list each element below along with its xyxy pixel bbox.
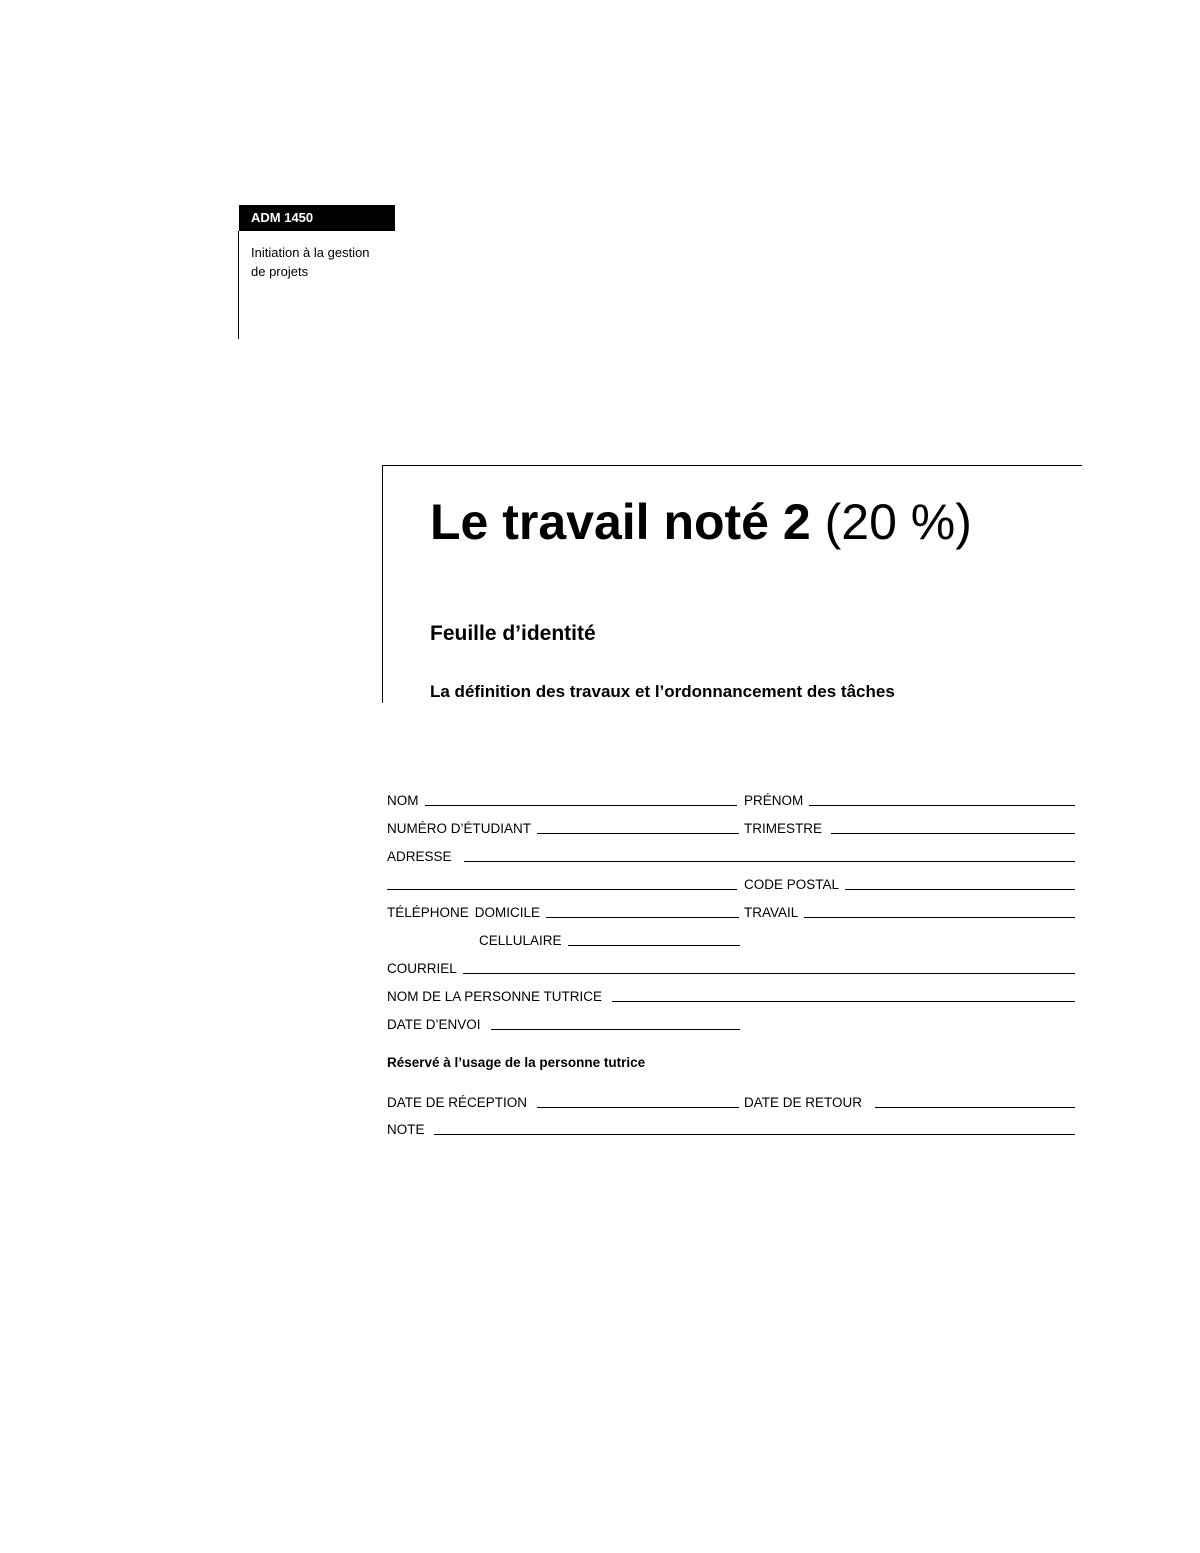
date-envoi-field[interactable] bbox=[387, 1015, 740, 1035]
form-row-tutor bbox=[387, 987, 1075, 1007]
prenom-line[interactable] bbox=[809, 805, 1075, 806]
date-retour-field[interactable] bbox=[744, 1093, 1075, 1113]
nom-line[interactable] bbox=[425, 805, 738, 806]
form-row-grade bbox=[387, 1120, 1075, 1140]
cellulaire-label: CELLULAIRE bbox=[479, 933, 562, 948]
prenom-field[interactable] bbox=[744, 791, 1075, 811]
adresse-field[interactable] bbox=[387, 847, 1075, 867]
course-title-line2: de projets bbox=[251, 264, 309, 279]
courriel-line[interactable] bbox=[463, 973, 1075, 974]
trimestre-line[interactable] bbox=[831, 833, 1075, 834]
code-postal-field[interactable] bbox=[744, 875, 1075, 895]
adresse-line[interactable] bbox=[464, 861, 1075, 862]
date-reception-field[interactable] bbox=[387, 1093, 739, 1113]
form-row-name bbox=[387, 791, 1075, 811]
cellulaire-field[interactable] bbox=[479, 931, 740, 951]
title-top-rule bbox=[383, 465, 1082, 466]
form-row-cell bbox=[387, 931, 1075, 951]
tuteur-field[interactable] bbox=[387, 987, 1075, 1007]
form-row-phone bbox=[387, 903, 1075, 923]
form-row-student bbox=[387, 819, 1075, 839]
courriel-field[interactable] bbox=[387, 959, 1075, 979]
main-title bbox=[430, 492, 972, 552]
adresse-label: ADRESSE bbox=[387, 849, 452, 864]
prenom-label: PRÉNOM bbox=[744, 793, 804, 808]
adresse-line2-field[interactable] bbox=[387, 875, 737, 895]
assignment-topic: La définition des travaux et l’ordonnancement des tâches bbox=[430, 682, 895, 701]
form-row-address bbox=[387, 847, 1075, 867]
tuteur-label: NOM DE LA PERSONNE TUTRICE bbox=[387, 989, 603, 1004]
tutor-reserved-heading: Réservé à l’usage de la personne tutrice bbox=[387, 1055, 646, 1070]
course-side-rule bbox=[238, 231, 239, 339]
trimestre-field[interactable] bbox=[744, 819, 1075, 839]
date-envoi-line[interactable] bbox=[491, 1029, 740, 1030]
domicile-line[interactable] bbox=[546, 917, 739, 918]
travail-label: TRAVAIL bbox=[744, 905, 799, 920]
date-reception-line[interactable] bbox=[537, 1107, 739, 1108]
numero-field[interactable] bbox=[387, 819, 739, 839]
nom-label: NOM bbox=[387, 793, 419, 808]
domicile-label: DOMICILE bbox=[474, 905, 541, 920]
adresse-line2[interactable] bbox=[387, 889, 737, 890]
note-label: NOTE bbox=[387, 1122, 425, 1137]
title-left-rule bbox=[382, 465, 383, 703]
code-postal-label: CODE POSTAL bbox=[744, 877, 840, 892]
courriel-label: COURRIEL bbox=[387, 961, 457, 976]
form-row-address2 bbox=[387, 875, 1075, 895]
telephone-label: TÉLÉPHONE bbox=[387, 905, 469, 920]
subtitle: Feuille d’identité bbox=[430, 622, 596, 645]
date-envoi-label: DATE D’ENVOI bbox=[387, 1017, 481, 1032]
numero-line[interactable] bbox=[537, 833, 739, 834]
course-code: ADM 1450 bbox=[239, 205, 395, 231]
code-postal-line[interactable] bbox=[845, 889, 1075, 890]
main-title-weight: (20 %) bbox=[824, 494, 972, 550]
trimestre-label: TRIMESTRE bbox=[744, 821, 823, 836]
travail-field[interactable] bbox=[744, 903, 1075, 923]
travail-line[interactable] bbox=[804, 917, 1075, 918]
date-retour-label: DATE DE RETOUR bbox=[744, 1095, 863, 1110]
numero-label: NUMÉRO D’ÉTUDIANT bbox=[387, 821, 531, 836]
form-row-dates bbox=[387, 1093, 1075, 1113]
form-row-email bbox=[387, 959, 1075, 979]
cellulaire-line[interactable] bbox=[568, 945, 740, 946]
main-title-text: Le travail noté 2 bbox=[430, 494, 811, 550]
course-title-line1: Initiation à la gestion bbox=[251, 245, 370, 260]
telephone-domicile-field[interactable] bbox=[387, 903, 739, 923]
note-line[interactable] bbox=[434, 1134, 1075, 1135]
course-title bbox=[251, 243, 401, 281]
date-reception-label: DATE DE RÉCEPTION bbox=[387, 1095, 528, 1110]
nom-field[interactable] bbox=[387, 791, 737, 811]
tuteur-line[interactable] bbox=[612, 1001, 1075, 1002]
form-row-send-date bbox=[387, 1015, 1075, 1035]
note-field[interactable] bbox=[387, 1120, 1075, 1140]
date-retour-line[interactable] bbox=[875, 1107, 1075, 1108]
